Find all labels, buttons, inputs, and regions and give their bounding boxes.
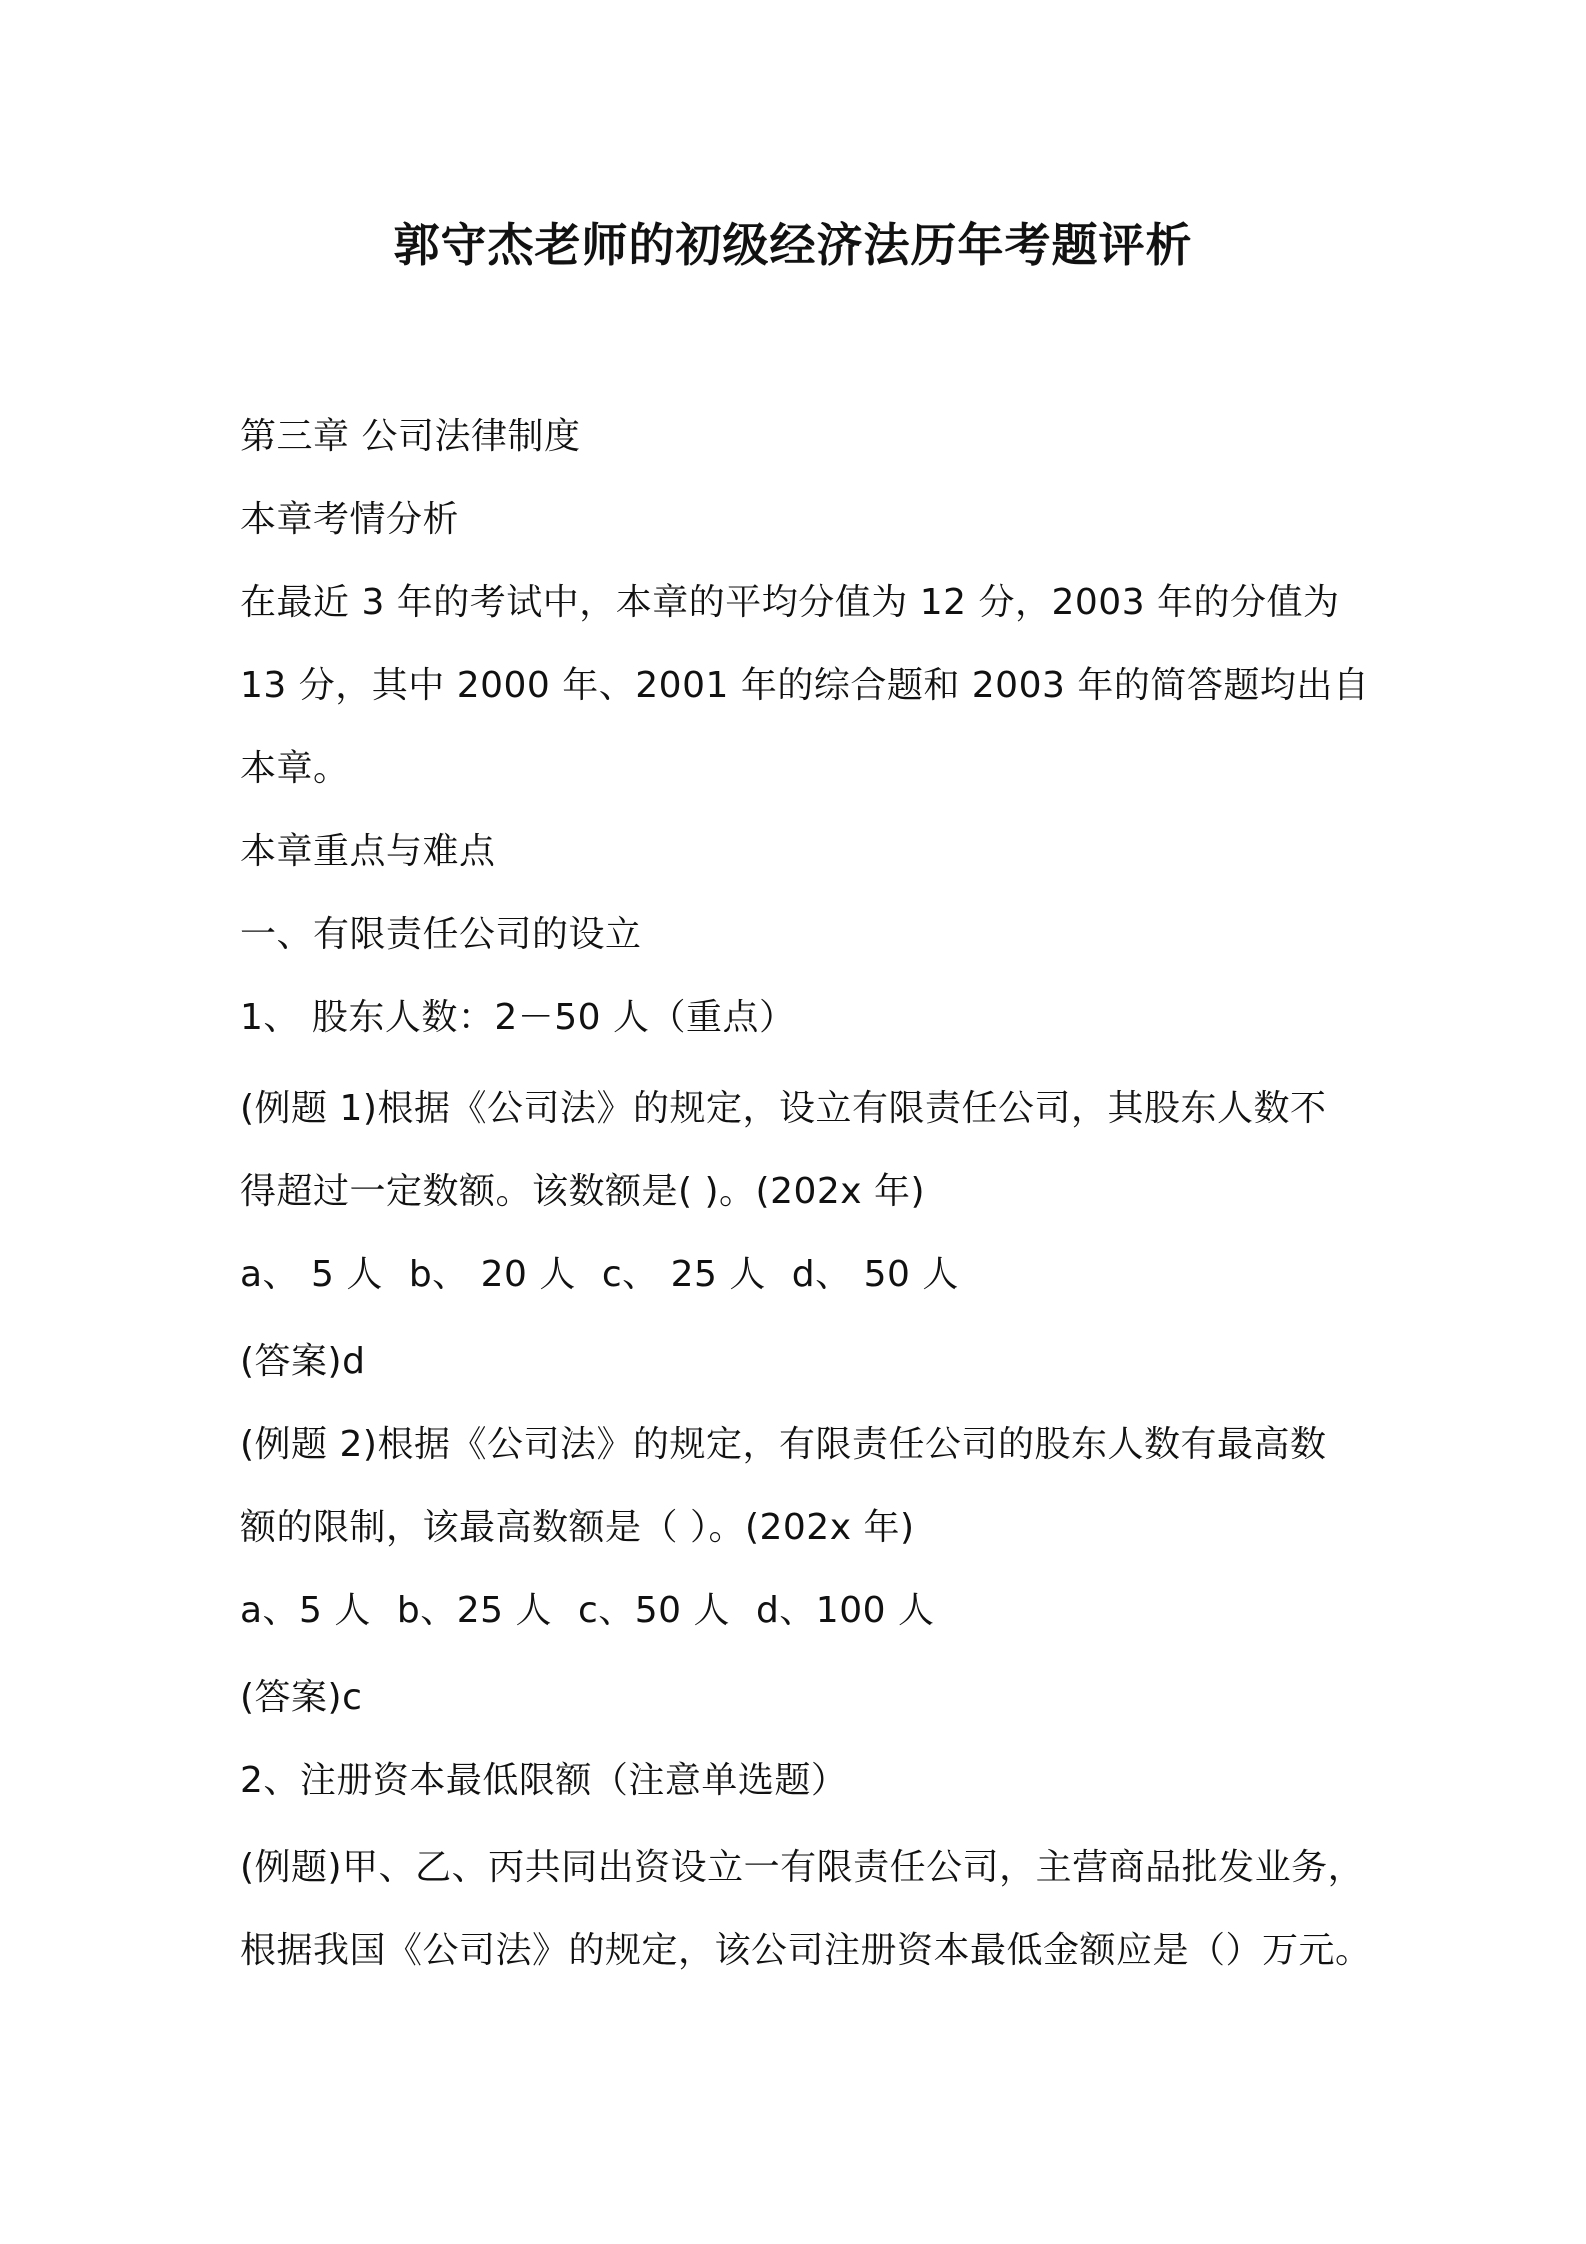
- example2-text-line: (例题 2)根据《公司法》的规定，有限责任公司的股东人数有最高数: [240, 1424, 1327, 1465]
- chapter-heading: 第三章 公司法律制度: [240, 416, 581, 457]
- option-b: b、 20 人: [408, 1254, 576, 1295]
- analysis-text-line: 本章。: [240, 748, 350, 789]
- option-a: a、5 人: [240, 1590, 371, 1631]
- example1-options: [240, 1249, 973, 1301]
- example1-text-line: (例题 1)根据《公司法》的规定，设立有限责任公司，其股东人数不: [240, 1088, 1327, 1129]
- option-d: d、100 人: [755, 1590, 935, 1631]
- example2-text-line: 额的限制，该最高数额是（ ）。(202x 年): [240, 1507, 915, 1548]
- option-c: c、50 人: [577, 1590, 730, 1631]
- analysis-text-line: 在最近 3 年的考试中，本章的平均分值为 12 分，2003 年的分值为: [240, 582, 1340, 623]
- item-heading-shareholders: 1、 股东人数：2－50 人（重点）: [240, 997, 796, 1038]
- section-heading: 一、有限责任公司的设立: [240, 914, 642, 955]
- analysis-text-line: 13 分，其中 2000 年、2001 年的综合题和 2003 年的简答题均出自: [240, 665, 1370, 706]
- focus-heading: 本章重点与难点: [240, 831, 496, 872]
- example2-answer: (答案)c: [240, 1677, 363, 1718]
- example3-text-line: 根据我国《公司法》的规定，该公司注册资本最低金额应是（）万元。: [240, 1930, 1372, 1971]
- example1-answer: (答案)d: [240, 1341, 366, 1382]
- document-title: 郭守杰老师的初级经济法历年考题评析: [393, 218, 1193, 272]
- option-d: d、 50 人: [791, 1254, 959, 1295]
- example2-options: [240, 1585, 948, 1637]
- option-a: a、 5 人: [240, 1254, 383, 1295]
- example3-text-line: (例题)甲、乙、丙共同出资设立一有限责任公司，主营商品批发业务，: [240, 1847, 1365, 1888]
- item-heading-capital: 2、注册资本最低限额（注意单选题）: [240, 1760, 848, 1801]
- example1-text-line: 得超过一定数额。该数额是( )。(202x 年): [240, 1171, 926, 1212]
- analysis-heading: 本章考情分析: [240, 499, 460, 540]
- option-c: c、 25 人: [601, 1254, 766, 1295]
- option-b: b、25 人: [396, 1590, 552, 1631]
